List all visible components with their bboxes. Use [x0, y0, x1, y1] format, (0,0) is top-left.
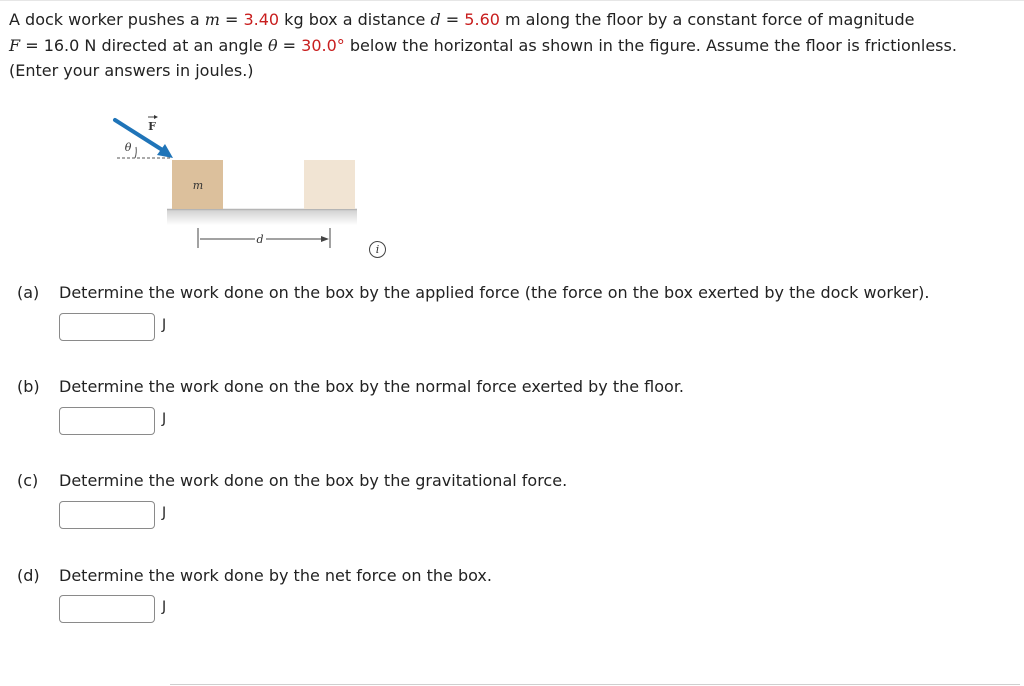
part-d-answer-input[interactable]	[59, 595, 155, 623]
part-question-text: Determine the work done on the box by the normal force exerted by the floor.	[59, 377, 685, 396]
problem-text: = 16.0 N directed at an angle	[20, 35, 268, 55]
problem-line-1	[9, 7, 1014, 33]
dock-worker-figure	[105, 106, 405, 266]
part-b-answer-input[interactable]	[59, 407, 155, 435]
angle-arc	[135, 147, 136, 158]
force-vector-arrowhead	[154, 115, 158, 119]
part-c-question	[17, 471, 567, 490]
problem-text: A dock worker pushes a	[9, 10, 205, 29]
equals-sign: =	[440, 10, 465, 29]
mass-value: 3.40	[243, 10, 280, 29]
problem-line-3: (Enter your answers in joules.)	[9, 61, 254, 80]
part-question-text: Determine the work done on the box by the applied force (the force on the box exerted by the dock worker).	[59, 283, 930, 302]
distance-symbol: d	[430, 10, 441, 29]
problem-text: below the horizontal as shown in the figure. Assume the floor is frictionless.	[344, 35, 957, 55]
box-final-position	[304, 160, 355, 209]
part-c-answer-input[interactable]	[59, 501, 155, 529]
mass-label: m	[192, 179, 204, 192]
part-question-text: Determine the work done on the box by the gravitational force.	[59, 471, 568, 490]
angle-value: 30.0°	[301, 35, 345, 55]
force-label: F	[148, 120, 156, 133]
part-label: (d)	[17, 566, 40, 585]
top-divider	[0, 0, 1024, 1]
part-label: (c)	[17, 471, 39, 490]
bottom-divider	[170, 684, 1020, 685]
force-symbol: F	[9, 35, 21, 55]
part-label: (a)	[17, 283, 40, 302]
problem-statement	[9, 7, 1014, 84]
part-b-question	[17, 377, 684, 396]
force-arrow	[115, 120, 164, 151]
floor	[167, 209, 357, 225]
part-a-unit: J	[162, 317, 167, 333]
part-a-question	[17, 283, 929, 302]
equals-sign: =	[219, 10, 244, 29]
angle-symbol: θ	[267, 35, 278, 55]
part-question-text: Determine the work done by the net force on the box.	[59, 566, 492, 585]
problem-text: kg box a distance	[279, 10, 431, 29]
info-icon[interactable]: i	[369, 241, 386, 258]
part-c-unit: J	[162, 505, 167, 521]
angle-label: θ	[124, 141, 132, 154]
problem-text: m along the floor by a constant force of magnitude	[499, 10, 915, 29]
part-d-question	[17, 566, 492, 585]
part-b-unit: J	[162, 411, 167, 427]
problem-line-2	[9, 33, 1014, 59]
equals-sign: =	[277, 35, 302, 55]
part-d-unit: J	[162, 599, 167, 615]
distance-label: d	[256, 233, 264, 246]
mass-symbol: m	[204, 10, 220, 29]
part-a-answer-input[interactable]	[59, 313, 155, 341]
part-label: (b)	[17, 377, 40, 396]
distance-value: 5.60	[464, 10, 500, 29]
distance-arrowhead	[321, 236, 329, 242]
